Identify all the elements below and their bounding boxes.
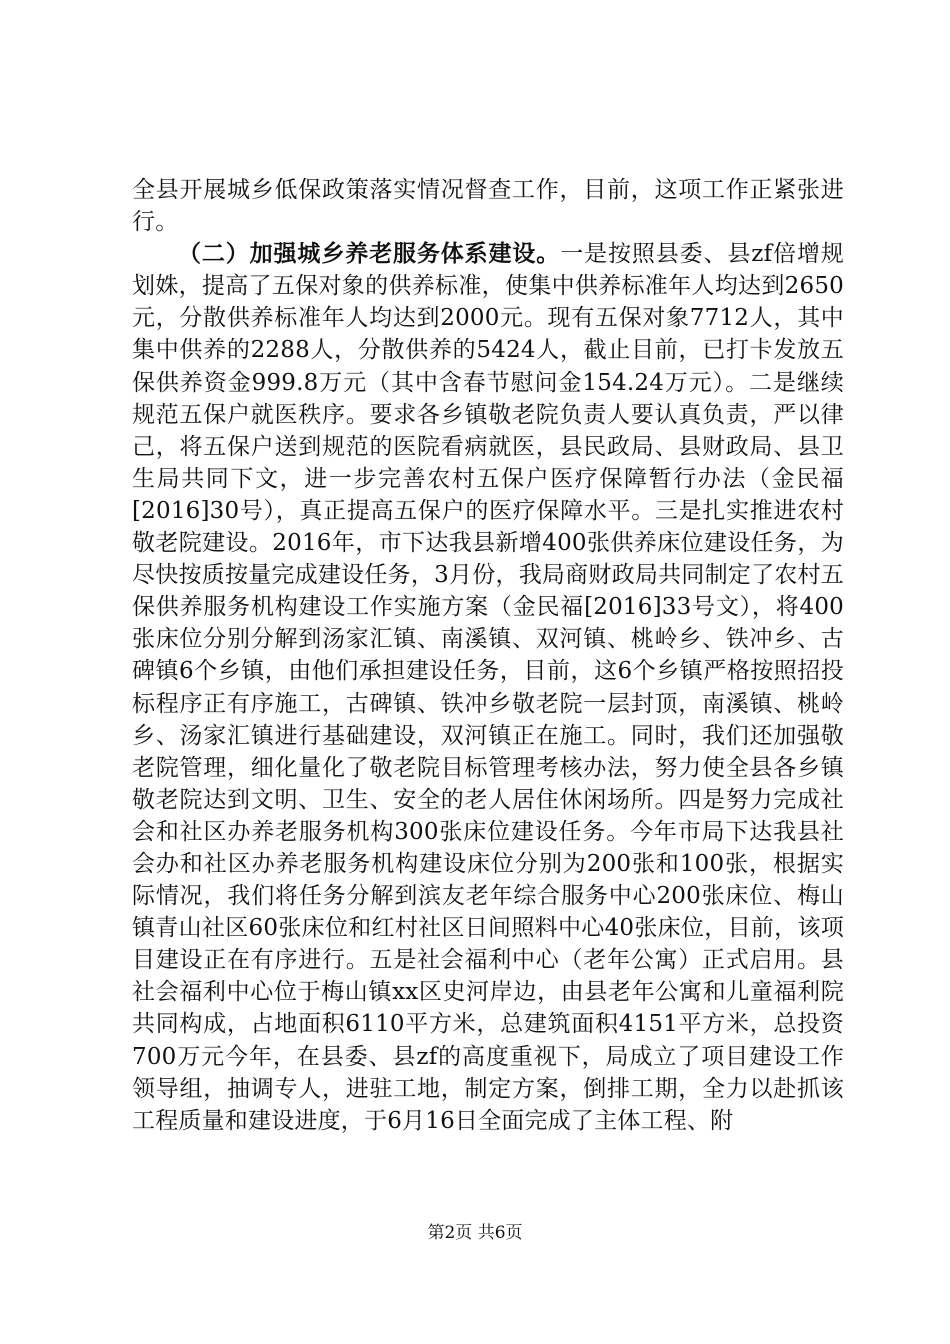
page-number-footer: 第2页 共6页 [427,1223,523,1243]
paragraph-2 [132,238,844,1137]
section-heading: （二）加强城乡养老服务体系建设。 [178,240,561,268]
document-body [132,174,844,1137]
paragraph-2-body: 一是按照县委、县zf倍增规划姝，提高了五保对象的供养标准，使集中供养标准年人均达到2650元，分散供养标准年人均达到2000元。现有五保对象7712人，其中集中供养的2288人，分散供养的5424人，截止目前，已打卡发放五保供养资金999.8万元（其中含春节慰问金154.24万元）。二是继续规范五保户就医秩序。要求各乡镇敬老院负责人要认真负责，严以律己，将五保户送到规范的医院看病就医，县民政局、县财政局、县卫生局共同下文，进一步完善农村五保户医疗保障暂行办法（金民福[2016]30号），真正提高五保户的医疗保障水平。三是扎实推进农村敬老院建设。2016年，市下达我县新增400张供养床位建设任务，为尽快按质按量完成建设任务，3月份，我局商财政局共同制定了农村五保供养服务机构建设工作实施方案（金民福[2016]33号文），将400张床位分别分解到汤家汇镇、南溪镇、双河镇、桃岭乡、铁冲乡、古碑镇6个乡镇，由他们承担建设任务，目前，这6个乡镇严格按照招投标程序正有序施工，古碑镇、铁冲乡敬老院一层封顶，南溪镇、桃岭乡、汤家汇镇进行基础建设，双河镇正在施工。同时，我们还加强敬老院管理，细化量化了敬老院目标管理考核办法，努力使全县各乡镇敬老院达到文明、卫生、安全的老人居住休闲场所。四是努力完成社会和社区办养老服务机构300张床位建设任务。今年市局下达我县社会办和社区办养老服务机构建设床位分别为200张和100张，根据实际情况，我们将任务分解到滨友老年综合服务中心200张床位、梅山镇青山社区60张床位和红村社区日间照料中心40张床位，目前，该项目建设正在有序进行。五是社会福利中心（老年公寓）正式启用。县社会福利中心位于梅山镇xx区史河岸边，由县老年公寓和儿童福利院共同构成，占地面积6110平方米，总建筑面积4151平方米，总投资700万元今年，在县委、县zf的高度重视下，局成立了项目建设工作领导组，抽调专人，进驻工地，制定方案，倒排工期，全力以赴抓该工程质量和建设进度，于6月16日全面完成了主体工程、附 [132,241,844,1134]
paragraph-1: 全县开展城乡低保政策落实情况督查工作，目前，这项工作正紧张进行。 [132,177,844,236]
